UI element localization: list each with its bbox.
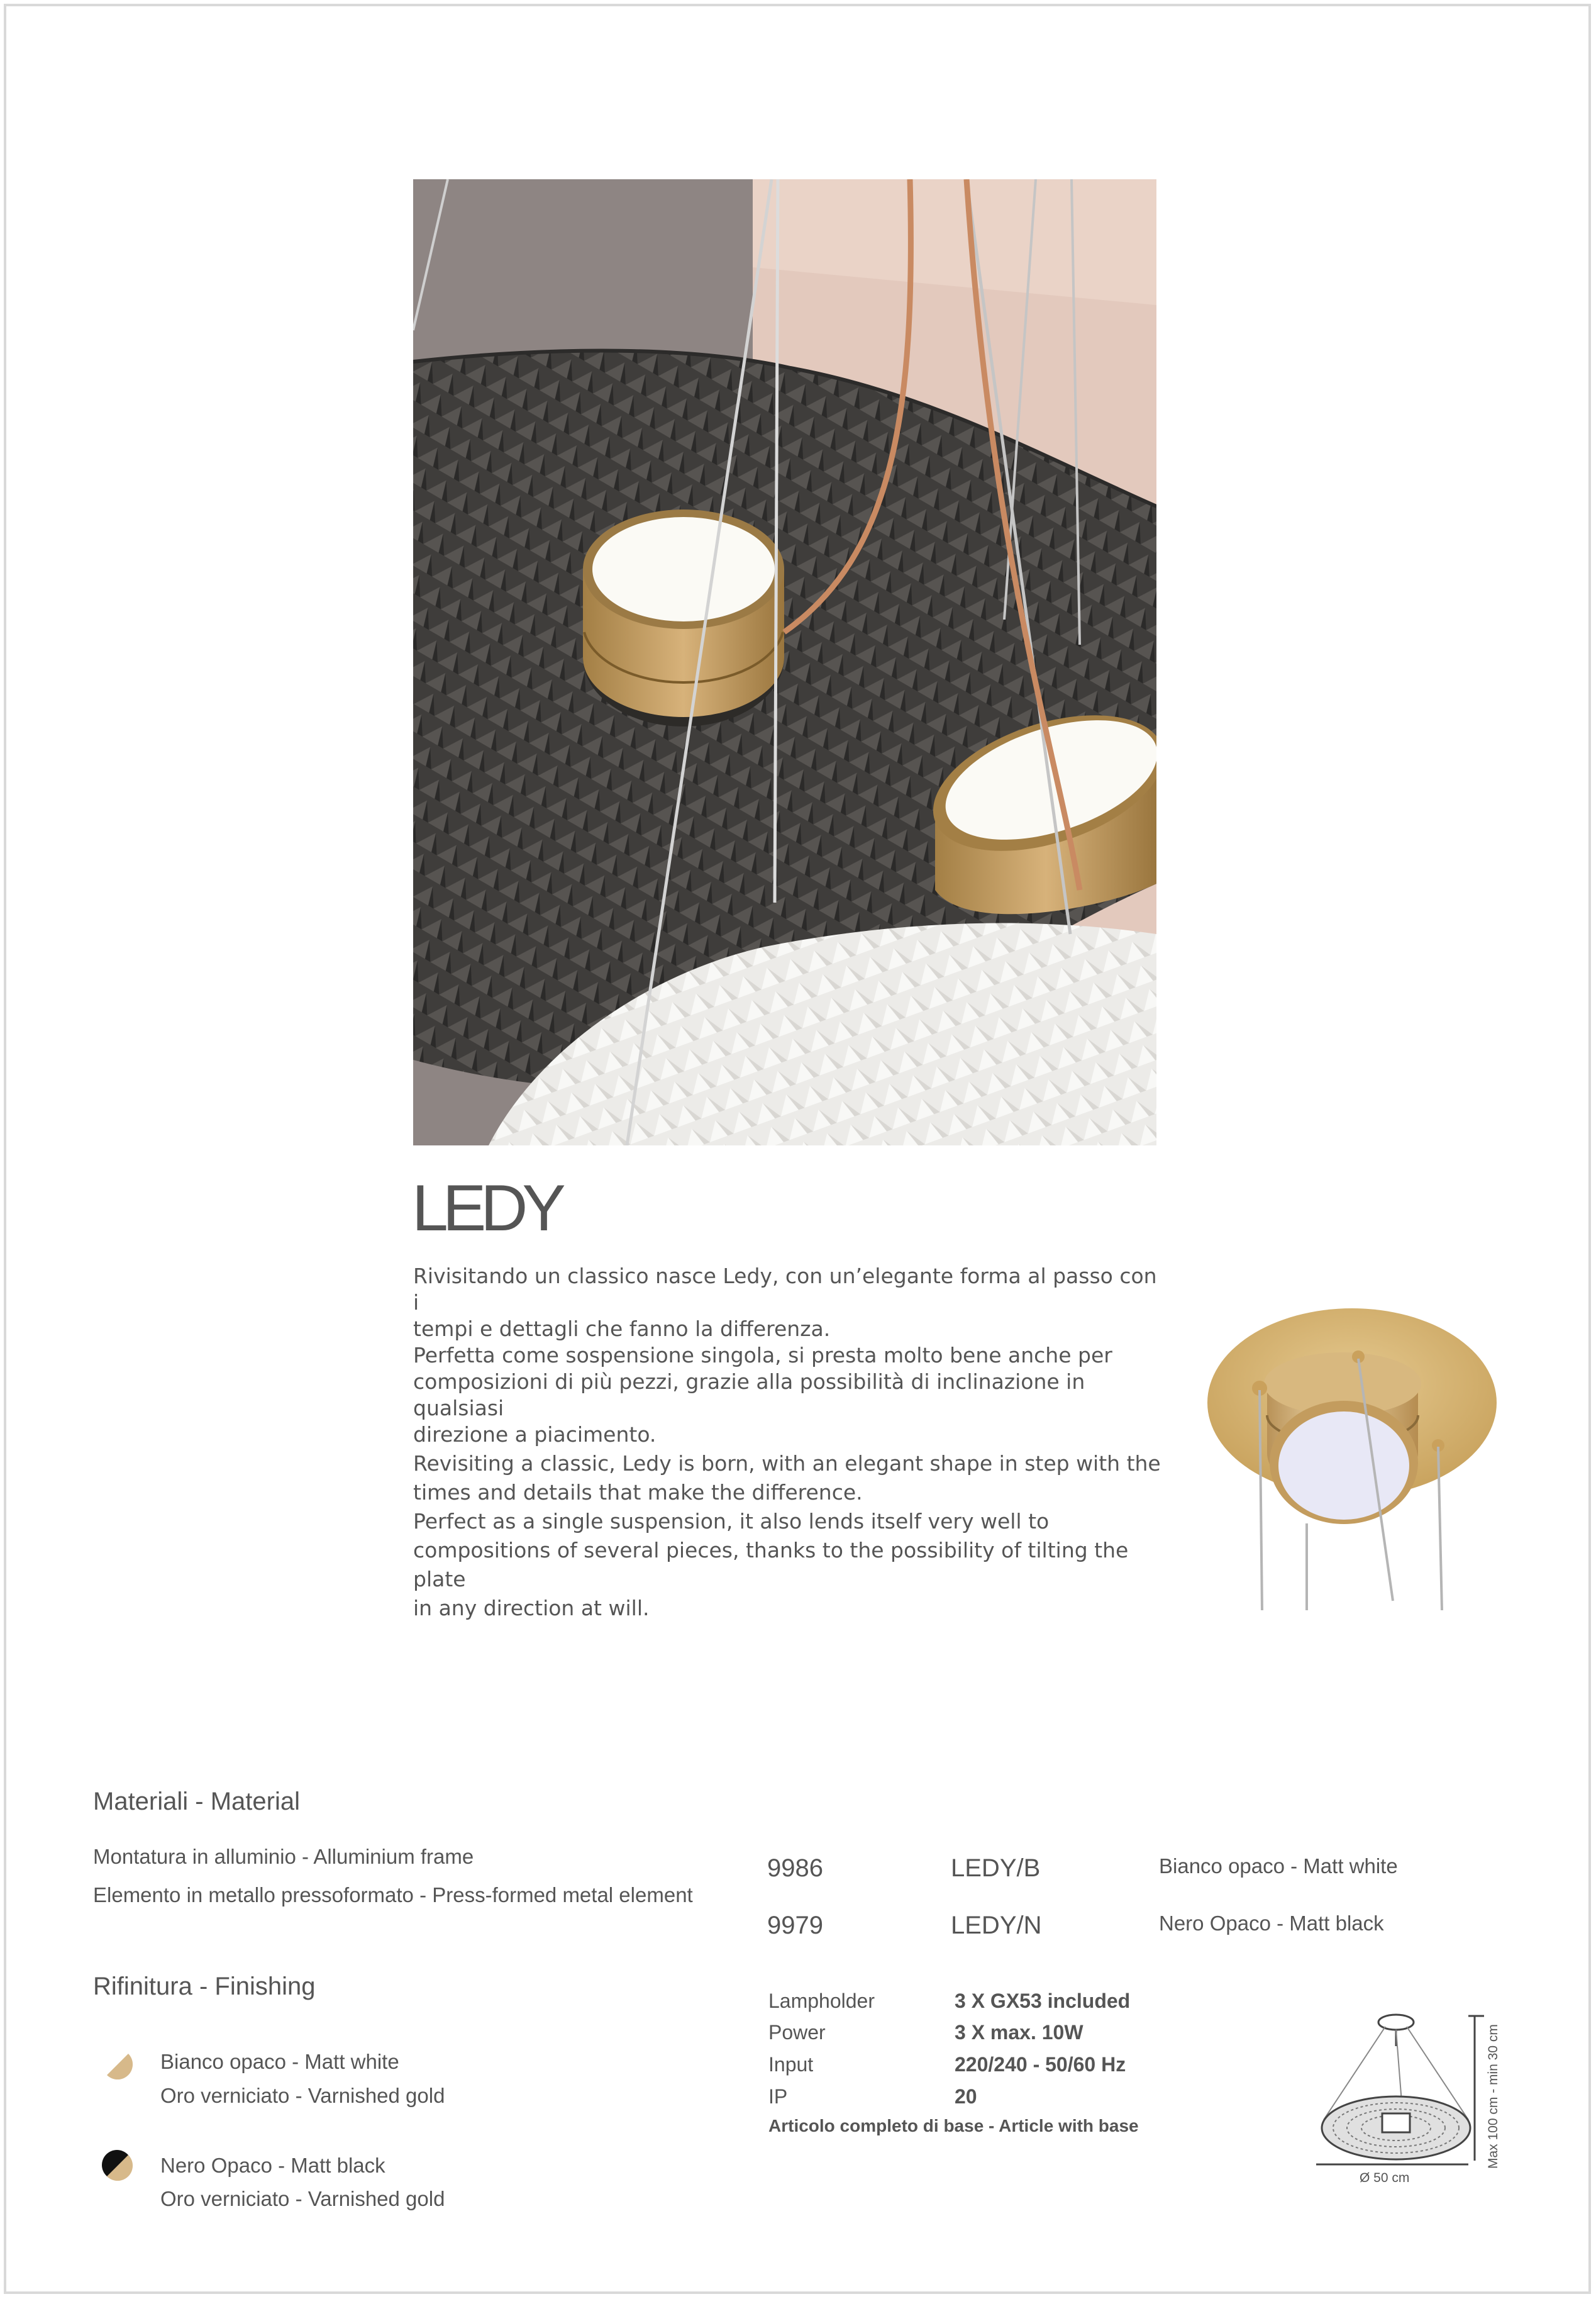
description-line: direzione a piacimento. <box>413 1422 657 1447</box>
finish-option-line: Nero Opaco - Matt black <box>160 2154 385 2177</box>
material-item: Montatura in alluminio - Alluminium frame <box>93 1845 474 1868</box>
description-line: Rivisitando un classico nasce Ledy, con un’elegante forma al passo con i <box>413 1264 1157 1315</box>
spec-note: Articolo completo di base - Article with base <box>768 2116 1139 2135</box>
article-model: LEDY/N <box>951 1912 1042 1939</box>
product-title: LEDY <box>412 1172 560 1245</box>
spec-value: 220/240 - 50/60 Hz <box>955 2053 1126 2076</box>
finish-swatch-white-gold <box>101 2047 133 2080</box>
dimension-drawing <box>1311 2010 1512 2198</box>
article-finish: Nero Opaco - Matt black <box>1159 1912 1384 1935</box>
description-line: in any direction at will. <box>413 1596 650 1620</box>
finish-swatch-black-gold <box>101 2149 133 2181</box>
description-italian <box>413 1263 1168 1448</box>
material-item: Elemento in metallo pressoformato - Press-formed metal element <box>93 1883 693 1907</box>
dimension-height: Max 100 cm - min 30 cm <box>1486 2024 1500 2169</box>
description-line: tempi e dettagli che fanno la differenza. <box>413 1316 831 1341</box>
spec-value: 3 X GX53 included <box>955 1990 1131 2012</box>
description-line: Perfect as a single suspension, it also lends itself very well to <box>413 1509 1050 1534</box>
article-code: 9986 <box>767 1854 823 1882</box>
description-line: compositions of several pieces, thanks to the possibility of tilting the plate <box>413 1538 1129 1591</box>
finish-option-line: Oro verniciato - Varnished gold <box>160 2187 445 2210</box>
spec-label: Input <box>768 2053 814 2076</box>
materials-heading: Materiali - Material <box>93 1788 300 1815</box>
description-line: composizioni di più pezzi, grazie alla possibilità di inclinazione in qualsiasi <box>413 1369 1085 1420</box>
article-model: LEDY/B <box>951 1854 1041 1882</box>
product-render <box>1204 1296 1500 1610</box>
article-finish: Bianco opaco - Matt white <box>1159 1854 1398 1878</box>
product-photo <box>413 179 1156 1145</box>
spec-label: Power <box>768 2021 826 2044</box>
description-line: Perfetta come sospensione singola, si presta molto bene anche per <box>413 1343 1112 1367</box>
finish-option-line: Oro verniciato - Varnished gold <box>160 2084 445 2107</box>
spec-label: Lampholder <box>768 1990 875 2012</box>
article-code: 9979 <box>767 1912 823 1939</box>
description-line: Revisiting a classic, Ledy is born, with an elegant shape in step with the <box>413 1451 1161 1476</box>
spec-value: 20 <box>955 2085 977 2108</box>
description-line: times and details that make the difference. <box>413 1480 863 1505</box>
description-english <box>413 1449 1168 1623</box>
dimension-diameter: Ø 50 cm <box>1360 2171 1410 2185</box>
spec-label: IP <box>768 2085 788 2108</box>
spec-value: 3 X max. 10W <box>955 2021 1083 2044</box>
finish-option-line: Bianco opaco - Matt white <box>160 2050 399 2073</box>
finishing-heading: Rifinitura - Finishing <box>93 1973 316 2000</box>
